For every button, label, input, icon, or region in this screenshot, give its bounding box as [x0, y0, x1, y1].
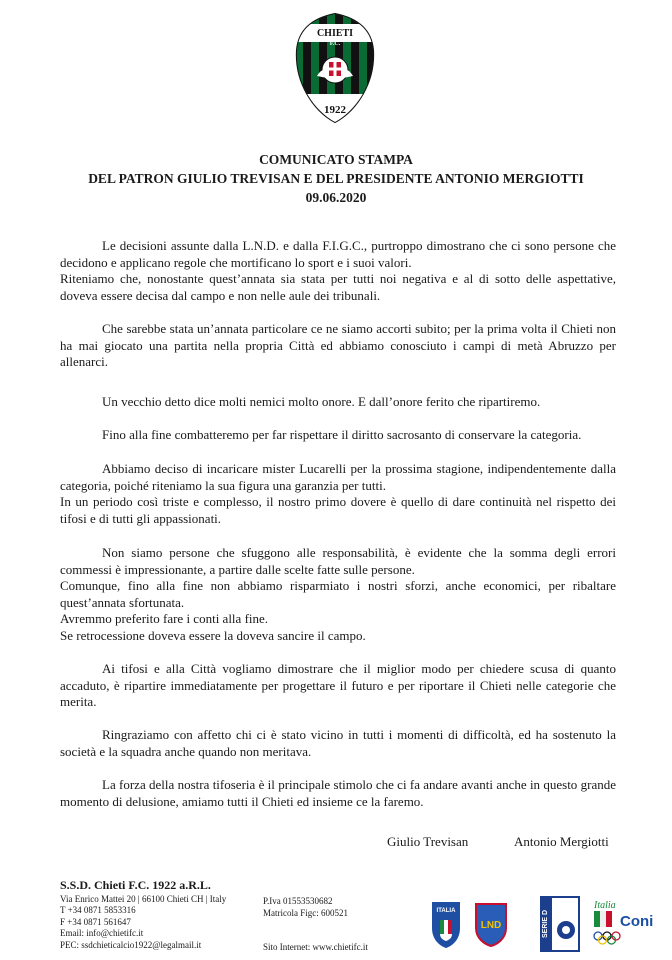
footer-contacts	[60, 880, 226, 951]
footer-address: Via Enrico Mattei 20 | 66100 Chieti CH | Italy	[60, 893, 227, 904]
lnd-badge	[474, 902, 508, 953]
paragraph: La forza della nostra tifoseria è il principale stimolo che ci fa andare avanti anche in questo grande momento di delusione, amiamo tutti il Chieti ed insieme ce la faremo.	[60, 777, 616, 809]
paragraph-line: Comunque, fino alla fine non abbiamo risparmiato i nostri sforzi, anche economici, per ribaltare quest’annata sfortunata.	[60, 578, 616, 610]
paragraph-block	[60, 321, 616, 383]
paragraph-block	[60, 545, 616, 657]
paragraph-block	[60, 461, 616, 539]
footer-piva: P.Iva 01553530682	[263, 896, 333, 906]
paragraph: Fino alla fine combatteremo per far rispettare il diritto sacrosanto di conservare la categoria.	[102, 427, 582, 442]
footer-fiscal	[263, 896, 348, 919]
footer-company: S.S.D. Chieti F.C. 1922 a.R.L.	[60, 878, 211, 892]
paragraph: Che sarebbe stata un’annata particolare ce ne siamo accorti subito; per la prima volta il Chieti non ha mai giocato una partita nella propria Città ed abbiamo conosciuto i campi di metà Abruzzo per allenarci.	[60, 321, 616, 370]
footer-website: Sito Internet: www.chietifc.it	[263, 942, 368, 952]
paragraph: Ai tifosi e alla Città vogliamo dimostrare che il miglior modo per chiedere scusa di quanto accaduto, è ripartire immediatamente per progettare il futuro e per riportare il Chieti nelle categorie che merita.	[60, 661, 616, 710]
paragraph-line: Se retrocessione doveva essere la doveva sancire il campo.	[60, 627, 366, 643]
paragraph	[60, 461, 616, 527]
paragraph: Ringraziamo con affetto chi ci è stato vicino in tutti i momenti di difficoltà, ed ha sostenuto la società e la squadra anche quando non meritava.	[60, 727, 616, 759]
paragraph-block	[60, 727, 616, 772]
heading-subtitle: DEL PATRON GIULIO TREVISAN E DEL PRESIDENTE ANTONIO MERGIOTTI	[88, 171, 584, 186]
paragraph-line: Le decisioni assunte dalla L.N.D. e dalla F.I.G.C., purtroppo dimostrano che ci sono persone che decidono e applicano regole che mortificano lo sport e i suoi valori.	[60, 238, 616, 270]
footer-matricola: Matricola Figc: 600521	[263, 907, 348, 918]
heading-title: COMUNICATO STAMPA	[259, 152, 413, 167]
paragraph-block	[60, 427, 616, 456]
serie-d-badge	[540, 896, 580, 957]
paragraph-block	[60, 394, 616, 423]
figc-italia-badge	[430, 898, 462, 955]
footer-email: Email: info@chietifc.it	[60, 928, 144, 938]
badge-italia-text: ITALIA	[436, 908, 456, 914]
badge-coni-text: Coni	[620, 913, 654, 930]
paragraph-line: In un periodo così triste e complesso, il nostro primo dovere è quello di dare continuità nel rispetto dei tifosi e di tutti gli appassionati.	[60, 494, 616, 526]
logo-year: 1922	[324, 104, 346, 116]
signature-trevisan: Giulio Trevisan	[387, 834, 469, 849]
footer-pec: PEC: ssdchieticalcio1922@legalmail.it	[60, 939, 202, 950]
logo-title: CHIETI	[316, 28, 354, 39]
paragraph	[60, 545, 616, 645]
paragraph	[60, 238, 616, 304]
logo-subtitle: F.C.	[329, 41, 341, 47]
club-logo	[295, 12, 375, 124]
heading-date: 09.06.2020	[305, 190, 367, 205]
paragraph-line: Abbiamo deciso di incaricare mister Lucarelli per la prossima stagione, indipendentemente dalla categoria, poiché riteniamo la sua figura una garanzia per tutti.	[60, 461, 616, 493]
paragraph: Un vecchio detto dice molti nemici molto onore. E dall’onore ferito che ripartiremo.	[102, 394, 541, 409]
press-release-body	[60, 238, 616, 316]
signature-mergiotti: Antonio Mergiotti	[514, 834, 609, 849]
paragraph-block	[60, 661, 616, 723]
paragraph-line: Avremmo preferito fare i conti alla fine.	[60, 611, 269, 627]
paragraph-line: Non siamo persone che sfuggono alle responsabilità, è evidente che la somma degli errori commessi è impressionante, a partire dalle scelte fatte sulle persone.	[60, 545, 616, 577]
paragraph-block	[60, 777, 616, 822]
badge-coni-italia: Italia	[594, 900, 616, 911]
footer-fax: F +34 0871 561647	[60, 916, 131, 927]
coni-badge	[590, 896, 654, 957]
badge-serie-d-text: SERIE D	[542, 909, 549, 939]
badge-lnd-text: LND	[480, 920, 502, 931]
footer-tel: T +34 0871 5853316	[60, 905, 136, 915]
paragraph-line: Riteniamo che, nonostante quest’annata sia stata per tutti noi negativa e al di sotto delle aspettative, doveva essere decisa dal campo e non nelle aule dei tribunali.	[60, 271, 616, 303]
